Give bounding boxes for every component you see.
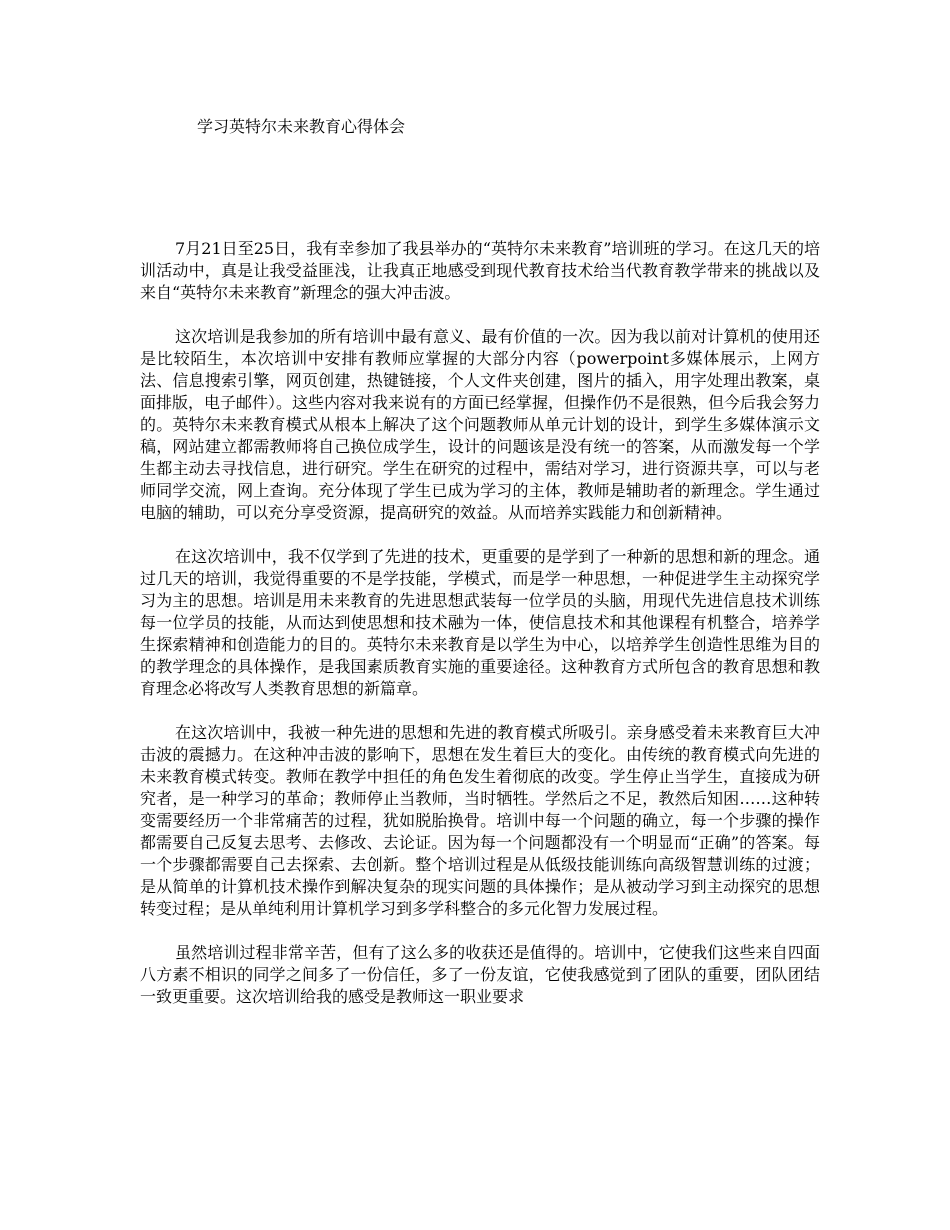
paragraph-4: 在这次培训中，我被一种先进的思想和先进的教育模式所吸引。亲身感受着未来教育巨大冲击波的震撼力。在这种冲击波的影响下，思想在发生着巨大的变化。由传统的教育模式向先进的未来教育模式转变。教师在教学中担任的角色发生着彻底的改变。学生停止当学生，直接成为研究者，是一种学习的革命；教师停止当教师，当时牺牲。学然后之不足，教然后知困……这种转变需要经历一个非常痛苦的过程，犹如脱胎换骨。培训中每一个问题的确立，每一个步骤的操作都需要自己反复去思考、去修改、去论证。因为每一个问题都没有一个明显而“正确”的答案。每一个步骤都需要自己去探索、去创新。整个培训过程是从低级技能训练向高级智慧训练的过渡；是从简单的计算机技术操作到解决复杂的现实问题的具体操作；是从被动学习到主动探究的思想转变过程；是从单纯利用计算机学习到多学科整合的多元化智力发展过程。	[140, 723, 820, 918]
paragraph-2: 这次培训是我参加的所有培训中最有意义、最有价值的一次。因为我以前对计算机的使用还是比较陌生，本次培训中安排有教师应掌握的大部分内容（powerpoint多媒体展示，上网方法、信息搜索引擎，网页创建，热键链接，个人文件夹创建，图片的插入，用字处理出教案，桌面排版，电子邮件）。这些内容对我来说有的方面已经掌握，但操作仍不是很熟，但今后我会努力的。英特尔未来教育模式从根本上解决了这个问题教师从单元计划的设计，到学生多媒体演示文稿，网站建立都需教师将自己换位成学生，设计的问题该是没有统一的答案，从而激发每一个学生都主动去寻找信息，进行研究。学生在研究的过程中，需结对学习，进行资源共享，可以与老师同学交流，网上查询。充分体现了学生已成为学习的主体，教师是辅助者的新理念。学生通过电脑的辅助，可以充分享受资源，提高研究的效益。从而培养实践能力和创新精神。	[140, 327, 821, 522]
paragraph-1: 7月21日至25日，我有幸参加了我县举办的“英特尔未来教育”培训班的学习。在这几天的培训活动中，真是让我受益匪浅，让我真正地感受到现代教育技术给当代教育教学带来的挑战以及来自“英特尔未来教育”新理念的强大冲击波。	[140, 239, 820, 302]
paragraph-5: 虽然培训过程非常辛苦，但有了这么多的收获还是值得的。培训中，它使我们这些来自四面八方素不相识的同学之间多了一份信任，多了一份友谊，它使我感觉到了团队的重要，团队团结一致更重要。这次培训给我的感受是教师这一职业要求	[140, 943, 820, 1006]
paragraph-3: 在这次培训中，我不仅学到了先进的技术，更重要的是学到了一种新的思想和新的理念。通过几天的培训，我觉得重要的不是学技能，学模式，而是学一种思想，一种促进学生主动探究学习为主的思想。培训是用未来教育的先进思想武装每一位学员的头脑，用现代先进信息技术训练每一位学员的技能，从而达到使思想和技术融为一体，使信息技术和其他课程有机整合，培养学生探索精神和创造能力的目的。英特尔未来教育是以学生为中心，以培养学生创造性思维为目的的教学理念的具体操作，是我国素质教育实施的重要途径。这种教育方式所包含的教育思想和教育理念必将改写人类教育思想的新篇章。	[140, 547, 820, 698]
document-title: 学习英特尔未来教育心得体会	[197, 117, 406, 136]
document-body	[140, 238, 820, 1008]
